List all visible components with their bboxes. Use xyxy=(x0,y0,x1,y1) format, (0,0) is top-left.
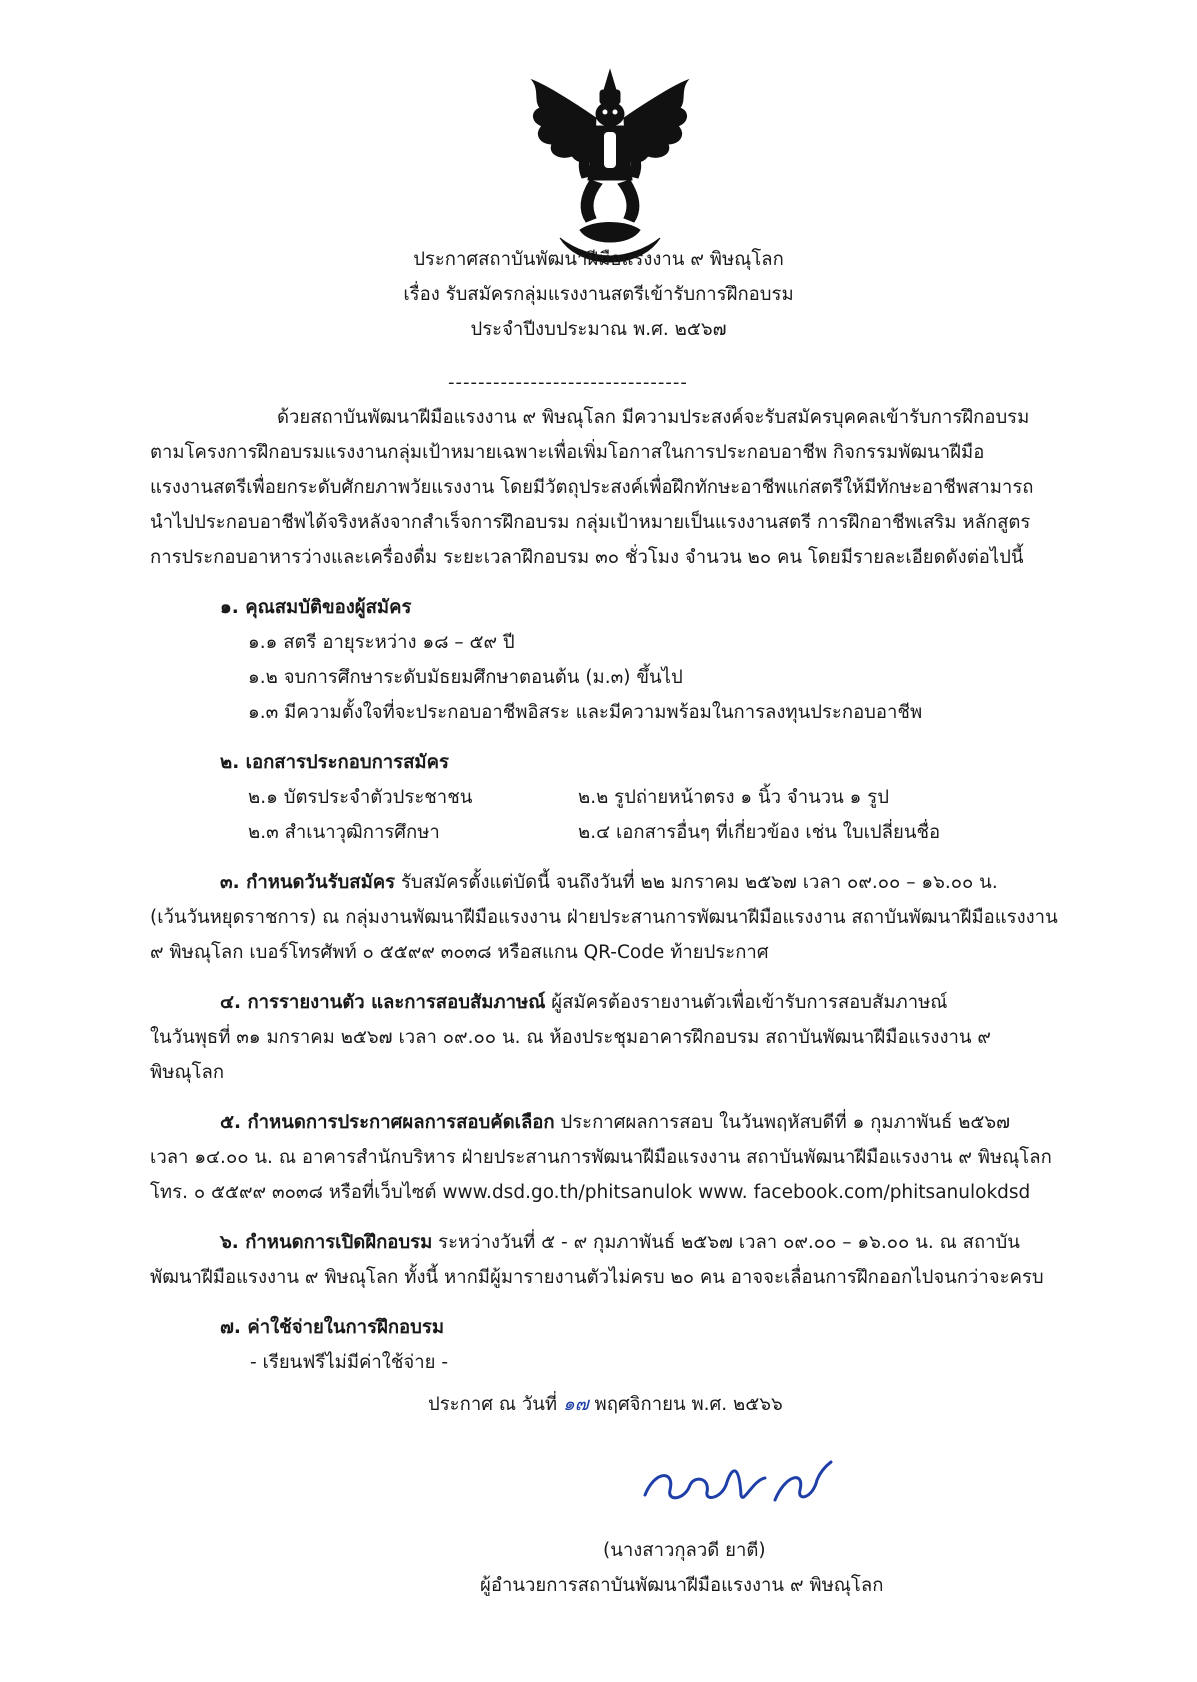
fiscal-year: ประจำปีงบประมาณ พ.ศ. ๒๕๖๗ xyxy=(470,319,727,340)
intro-line-3: แรงงานสตรีเพื่อยกระดับศักยภาพวัยแรงงาน โดยมีวัตถุประสงค์เพื่อฝึกทักษะอาชีพแก่สตรีให้มีทักษะอาชีพสามารถ xyxy=(150,477,1034,498)
intro-line-4: นำไปประกอบอาชีพได้จริงหลังจากสำเร็จการฝึกอบรม กลุ่มเป้าหมายเป็นแรงงานสตรี การฝึกอาชีพเสริม หลักสูตร xyxy=(150,512,1031,533)
section-3-line-3: ๙ พิษณุโลก เบอร์โทรศัพท์ ๐ ๕๕๙๙ ๓๐๓๘ หรือสแกน QR-Code ท้ายประกาศ xyxy=(150,942,769,963)
dated-day: ๑๗ xyxy=(563,1394,589,1415)
section-7-title: ๗. ค่าใช้จ่ายในการฝึกอบรม xyxy=(220,1317,445,1338)
dated-prefix: ประกาศ ณ วันที่ xyxy=(428,1394,558,1415)
signer-position: ผู้อำนวยการสถาบันพัฒนาฝีมือแรงงาน ๙ พิษณุโลก xyxy=(480,1575,884,1596)
section-7-item-1: - เรียนฟรีไม่มีค่าใช้จ่าย - xyxy=(250,1352,449,1373)
section-1-title: ๑. คุณสมบัติของผู้สมัคร xyxy=(220,597,412,618)
announcement-title: ประกาศสถาบันพัฒนาฝีมือแรงงาน ๙ พิษณุโลก xyxy=(413,249,784,270)
section-5-title: ๕. กำหนดการประกาศผลการสอบคัดเลือก xyxy=(220,1112,555,1133)
section-3-text: รับสมัครตั้งแต่บัดนี้ จนถึงวันที่ ๒๒ มกราคม ๒๕๖๗ เวลา ๐๙.๐๐ – ๑๖.๐๐ น. xyxy=(395,872,998,893)
intro-line-2: ตามโครงการฝึกอบรมแรงงานกลุ่มเป้าหมายเฉพาะเพื่อเพิ่มโอกาสในการประกอบอาชีพ กิจกรรมพัฒนาฝีมือ xyxy=(150,442,985,463)
section-5-line-1 xyxy=(220,1110,1010,1136)
section-3-line-2: (เว้นวันหยุดราชการ) ณ กลุ่มงานพัฒนาฝีมือแรงงาน ฝ่ายประสานการพัฒนาฝีมือแรงงาน สถาบันพัฒนาฝีมือแรงงาน xyxy=(150,907,1058,928)
section-5-text: ประกาศผลการสอบ ในวันพฤหัสบดีที่ ๑ กุมภาพันธ์ ๒๕๖๗ xyxy=(554,1112,1011,1133)
section-2-item-1: ๒.๑ บัตรประจำตัวประชาชน xyxy=(248,787,473,808)
section-5-line-3: โทร. ๐ ๕๕๙๙ ๓๐๓๘ หรือที่เว็บไซต์ www.dsd.go.th/phitsanulok www. facebook.com/phitsanulokdsd xyxy=(150,1182,1031,1203)
section-4-text: ผู้สมัครต้องรายงานตัวเพื่อเข้ารับการสอบสัมภาษณ์ xyxy=(545,992,948,1013)
section-2-item-3: ๒.๓ สำเนาวุฒิการศึกษา xyxy=(248,822,440,843)
announcement-subject: เรื่อง รับสมัครกลุ่มแรงงานสตรีเข้ารับการฝึกอบรม xyxy=(403,284,794,305)
intro-line-5: การประกอบอาหารว่างและเครื่องดื่ม ระยะเวลาฝึกอบรม ๓๐ ชั่วโมง จำนวน ๒๐ คน โดยมีรายละเอียดดังต่อไปนี้ xyxy=(150,547,1024,568)
garuda-emblem-icon xyxy=(520,60,700,265)
dated-suffix: พฤศจิกายน พ.ศ. ๒๕๖๖ xyxy=(594,1394,783,1415)
section-3-line-1 xyxy=(220,870,998,896)
dated-line xyxy=(428,1392,783,1418)
section-3-title: ๓. กำหนดวันรับสมัคร xyxy=(220,872,396,893)
section-4-line-1 xyxy=(220,990,947,1016)
signer-name: (นางสาวกุลวดี ยาตี) xyxy=(603,1540,766,1561)
section-4-line-3: พิษณุโลก xyxy=(150,1062,225,1083)
section-2-item-2: ๒.๒ รูปถ่ายหน้าตรง ๑ นิ้ว จำนวน ๑ รูป xyxy=(578,787,889,808)
section-1-item-2: ๑.๒ จบการศึกษาระดับมัธยมศึกษาตอนต้น (ม.๓) ขึ้นไป xyxy=(248,667,683,688)
section-1-item-3: ๑.๓ มีความตั้งใจที่จะประกอบอาชีพอิสระ และมีความพร้อมในการลงทุนประกอบอาชีพ xyxy=(248,702,923,723)
header-separator: -------------------------------- xyxy=(448,372,688,393)
section-5-line-2: เวลา ๑๔.๐๐ น. ณ อาคารสำนักบริหาร ฝ่ายประสานการพัฒนาฝีมือแรงงาน สถาบันพัฒนาฝีมือแรงงาน ๙ พิษณุโลก xyxy=(150,1147,1052,1168)
section-2-item-4: ๒.๔ เอกสารอื่นๆ ที่เกี่ยวข้อง เช่น ใบเปลี่ยนชื่อ xyxy=(578,822,941,843)
section-6-line-2: พัฒนาฝีมือแรงงาน ๙ พิษณุโลก ทั้งนี้ หากมีผู้มารายงานตัวไม่ครบ ๒๐ คน อาจจะเลื่อนการฝึกออกไปจนกว่าจะครบ xyxy=(150,1267,1044,1288)
section-6-text: ระหว่างวันที่ ๕ - ๙ กุมภาพันธ์ ๒๕๖๗ เวลา ๐๙.๐๐ – ๑๖.๐๐ น. ณ สถาบัน xyxy=(432,1232,1020,1253)
section-2-title: ๒. เอกสารประกอบการสมัคร xyxy=(220,752,449,773)
intro-line-1: ด้วยสถาบันพัฒนาฝีมือแรงงาน ๙ พิษณุโลก มีความประสงค์จะรับสมัครบุคคลเข้ารับการฝึกอบรม xyxy=(277,407,1030,428)
section-1-item-1: ๑.๑ สตรี อายุระหว่าง ๑๘ – ๕๙ ปี xyxy=(248,632,515,653)
section-6-line-1 xyxy=(220,1230,1020,1256)
handwritten-signature xyxy=(635,1440,835,1515)
section-4-line-2: ในวันพุธที่ ๓๑ มกราคม ๒๕๖๗ เวลา ๐๙.๐๐ น. ณ ห้องประชุมอาคารฝึกอบรม สถาบันพัฒนาฝีมือแรงงาน ๙ xyxy=(150,1027,991,1048)
section-4-title: ๔. การรายงานตัว และการสอบสัมภาษณ์ xyxy=(220,992,546,1013)
section-6-title: ๖. กำหนดการเปิดฝึกอบรม xyxy=(220,1232,433,1253)
